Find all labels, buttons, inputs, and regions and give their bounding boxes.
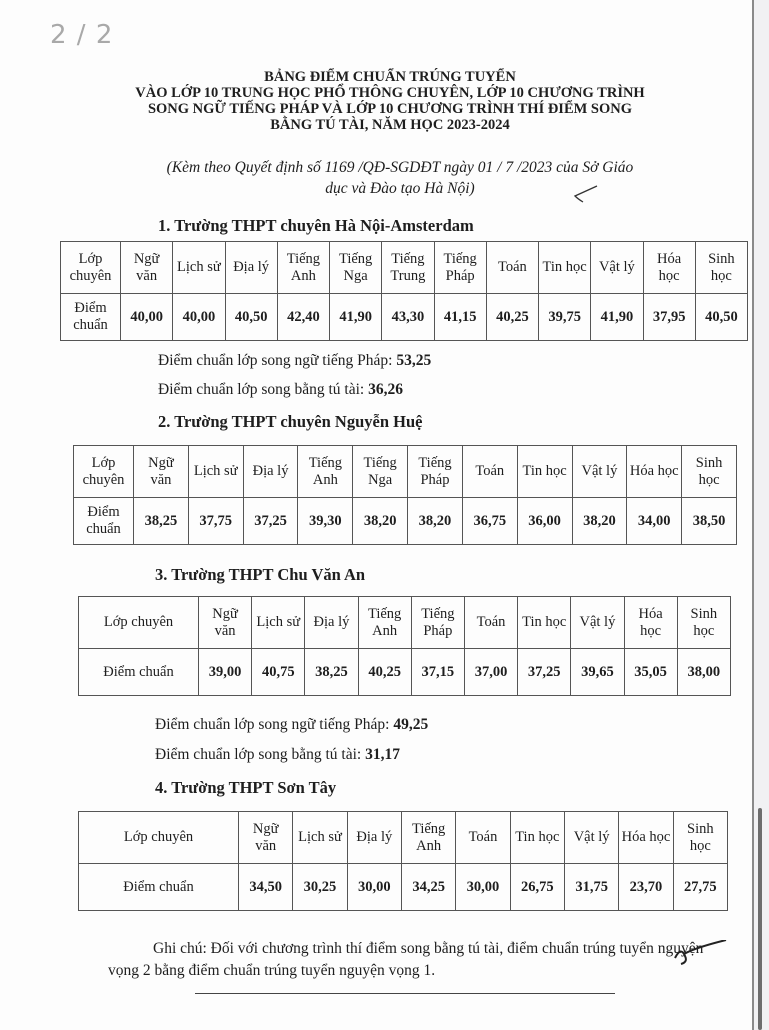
score-cell: 40,00 (121, 294, 173, 341)
score-cell: 38,25 (305, 649, 358, 696)
school-heading-1: 1. Trường THPT chuyên Hà Nội-Amsterdam (158, 216, 474, 235)
row-label-header: Lớp chuyên (61, 242, 121, 294)
score-cell: 34,50 (239, 864, 293, 911)
score-cell: 38,25 (134, 498, 189, 545)
score-cell: 38,00 (677, 649, 730, 696)
subtitle-line: (Kèm theo Quyết định số 1169 /QĐ-SGDĐT ngày 01 / 7 /2023 của Sở Giáo (166, 159, 634, 176)
score-cell: 23,70 (619, 864, 673, 911)
header-row (74, 446, 737, 498)
subject-header: Tiếng Pháp (408, 446, 463, 498)
score-cell: 39,00 (199, 649, 252, 696)
note-dual-diploma-1: Điểm chuẩn lớp song bằng tú tài: 36,26 (158, 381, 403, 398)
score-cell: 42,40 (277, 294, 329, 341)
subject-header: Tiếng Trung (382, 242, 434, 294)
subject-header: Ngữ văn (239, 812, 293, 864)
header-row (79, 597, 731, 649)
score-cell: 36,75 (462, 498, 517, 545)
score-cell: 38,50 (682, 498, 737, 545)
note-value: 49,25 (393, 716, 429, 733)
subject-header: Tin học (517, 446, 572, 498)
score-cell: 30,00 (347, 864, 401, 911)
score-cell: 38,20 (353, 498, 408, 545)
note-bilingual-french-1: Điểm chuẩn lớp song ngữ tiếng Pháp: 53,25 (158, 352, 432, 369)
score-cell: 34,25 (401, 864, 455, 911)
score-cell: 38,20 (408, 498, 463, 545)
score-table-4 (78, 811, 728, 911)
subject-header: Toán (462, 446, 517, 498)
subject-header: Hóa học (619, 812, 673, 864)
subject-header: Vật lý (564, 812, 618, 864)
subject-header: Lịch sử (173, 242, 225, 294)
header-row (61, 242, 748, 294)
subject-header: Vật lý (591, 242, 643, 294)
subject-header: Tiếng Anh (298, 446, 353, 498)
school-heading-3: 3. Trường THPT Chu Văn An (155, 565, 366, 584)
scrollbar-thumb[interactable] (758, 808, 762, 1030)
document-title (60, 69, 720, 133)
score-cell: 40,00 (173, 294, 225, 341)
row-label-header: Lớp chuyên (79, 812, 239, 864)
score-cell: 39,30 (298, 498, 353, 545)
score-cell: 38,20 (572, 498, 627, 545)
row-label-scores: Điểm chuẩn (79, 864, 239, 911)
signature-initial-icon (672, 940, 732, 970)
subject-header: Hóa học (643, 242, 695, 294)
score-cell: 40,50 (225, 294, 277, 341)
subject-header: Sinh học (682, 446, 737, 498)
score-cell: 41,90 (330, 294, 382, 341)
score-cell: 37,25 (518, 649, 571, 696)
title-line: SONG NGỮ TIẾNG PHÁP VÀ LỚP 10 CHƯƠNG TRÌNH THÍ ĐIỂM SONG (147, 101, 633, 117)
page-indicator: 2 / 2 (50, 20, 114, 50)
score-cell: 30,25 (293, 864, 347, 911)
score-cell: 39,65 (571, 649, 624, 696)
subject-header: Lịch sử (293, 812, 347, 864)
end-divider (195, 993, 615, 994)
subject-header: Ngữ văn (199, 597, 252, 649)
subject-header: Địa lý (305, 597, 358, 649)
subject-header: Hóa học (627, 446, 682, 498)
score-cell: 37,75 (188, 498, 243, 545)
score-table-3 (78, 596, 731, 696)
subject-header: Vật lý (571, 597, 624, 649)
row-label-header: Lớp chuyên (79, 597, 199, 649)
subject-header: Tiếng Pháp (434, 242, 486, 294)
document-subtitle (80, 157, 720, 199)
score-table-2 (73, 445, 737, 545)
score-cell: 40,25 (486, 294, 538, 341)
subject-header: Lịch sử (188, 446, 243, 498)
school-heading-2: 2. Trường THPT chuyên Nguyễn Huệ (158, 412, 423, 431)
note-value: 53,25 (396, 352, 432, 369)
row-label-scores: Điểm chuẩn (74, 498, 134, 545)
subject-header: Tin học (518, 597, 571, 649)
row-label-scores: Điểm chuẩn (79, 649, 199, 696)
score-cell: 41,90 (591, 294, 643, 341)
score-cell: 37,00 (464, 649, 517, 696)
score-cell: 31,75 (564, 864, 618, 911)
subject-header: Toán (486, 242, 538, 294)
note-dual-diploma-3: Điểm chuẩn lớp song bằng tú tài: 31,17 (155, 746, 400, 763)
subject-header: Tiếng Pháp (411, 597, 464, 649)
score-cell: 37,25 (243, 498, 298, 545)
score-cell: 41,15 (434, 294, 486, 341)
score-cell: 37,15 (411, 649, 464, 696)
subject-header: Tin học (510, 812, 564, 864)
score-cell: 43,30 (382, 294, 434, 341)
note-bilingual-french-3: Điểm chuẩn lớp song ngữ tiếng Pháp: 49,25 (155, 716, 429, 733)
subject-header: Ngữ văn (134, 446, 189, 498)
subject-header: Ngữ văn (121, 242, 173, 294)
subject-header: Địa lý (225, 242, 277, 294)
score-row (79, 649, 731, 696)
score-cell: 37,95 (643, 294, 695, 341)
score-cell: 27,75 (673, 864, 727, 911)
header-row (79, 812, 728, 864)
subject-header: Địa lý (243, 446, 298, 498)
footnote: Ghi chú: Đối với chương trình thí điểm song bằng tú tài, điểm chuẩn trúng tuyển nguyện vọng 2 bằng điểm chuẩn trúng tuyển nguyện vọng 1. (108, 940, 704, 979)
school-heading-4: 4. Trường THPT Sơn Tây (155, 778, 337, 797)
subject-header: Toán (456, 812, 510, 864)
score-cell: 40,25 (358, 649, 411, 696)
subject-header: Tiếng Nga (353, 446, 408, 498)
subject-header: Tin học (539, 242, 591, 294)
subject-header: Sinh học (673, 812, 727, 864)
title-line: VÀO LỚP 10 TRUNG HỌC PHỔ THÔNG CHUYÊN, LỚP 10 CHƯƠNG TRÌNH (135, 85, 645, 101)
title-line: BẢNG ĐIỂM CHUẨN TRÚNG TUYỂN (264, 69, 516, 85)
score-cell: 36,00 (517, 498, 572, 545)
note-value: 31,17 (365, 746, 400, 763)
title-line: BẰNG TÚ TÀI, NĂM HỌC 2023-2024 (270, 117, 510, 133)
row-label-scores: Điểm chuẩn (61, 294, 121, 341)
subject-header: Sinh học (695, 242, 747, 294)
score-row (61, 294, 748, 341)
subject-header: Tiếng Anh (358, 597, 411, 649)
subject-header: Toán (464, 597, 517, 649)
subject-header: Tiếng Anh (401, 812, 455, 864)
subject-header: Hóa học (624, 597, 677, 649)
subject-header: Địa lý (347, 812, 401, 864)
score-row (74, 498, 737, 545)
score-cell: 40,50 (695, 294, 747, 341)
score-cell: 26,75 (510, 864, 564, 911)
subject-header: Sinh học (677, 597, 730, 649)
score-row (79, 864, 728, 911)
subject-header: Vật lý (572, 446, 627, 498)
note-value: 36,26 (368, 381, 403, 398)
score-cell: 39,75 (539, 294, 591, 341)
score-cell: 34,00 (627, 498, 682, 545)
row-label-header: Lớp chuyên (74, 446, 134, 498)
subject-header: Tiếng Anh (277, 242, 329, 294)
score-cell: 35,05 (624, 649, 677, 696)
score-cell: 30,00 (456, 864, 510, 911)
subject-header: Tiếng Nga (330, 242, 382, 294)
subject-header: Lịch sử (252, 597, 305, 649)
score-table-1 (60, 241, 748, 341)
score-cell: 40,75 (252, 649, 305, 696)
handwritten-mark-icon (408, 180, 608, 210)
subtitle-line: dục và Đào tạo Hà Nội) (325, 180, 475, 197)
